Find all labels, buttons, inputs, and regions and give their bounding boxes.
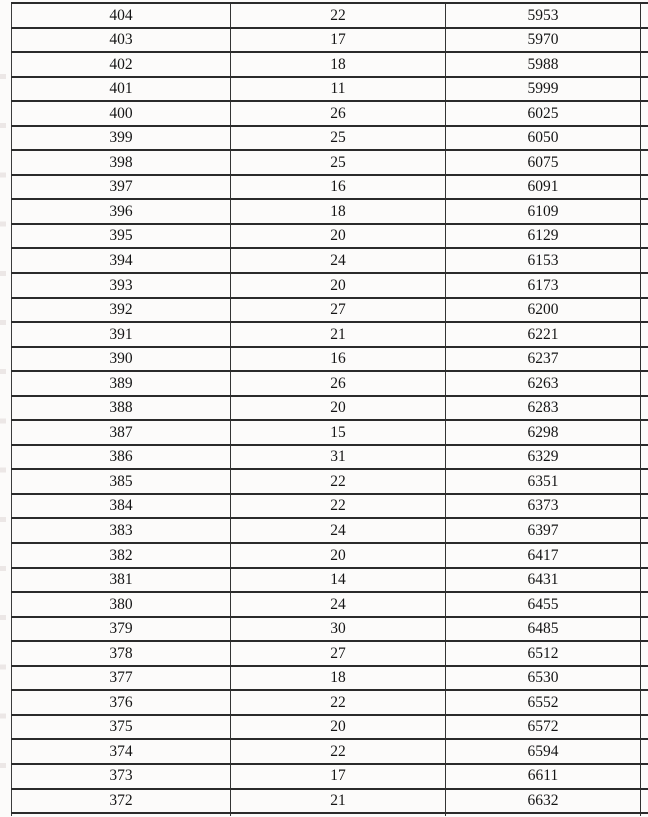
cumulative-cell: 6632 <box>446 789 641 814</box>
partial-cell <box>12 813 231 816</box>
count-cell: 14 <box>231 568 446 593</box>
count-cell: 26 <box>231 101 446 126</box>
count-cell: 15 <box>231 420 446 445</box>
cut-edge-cell <box>641 641 648 666</box>
score-cell: 379 <box>12 617 231 642</box>
cumulative-cell: 6512 <box>446 641 641 666</box>
cut-edge-cell <box>641 813 648 816</box>
count-cell: 27 <box>231 641 446 666</box>
cut-edge-cell <box>641 739 648 764</box>
cumulative-cell: 5999 <box>446 77 641 102</box>
cut-edge-cell <box>641 518 648 543</box>
cut-edge-cell <box>641 273 648 298</box>
cumulative-cell: 5953 <box>446 3 641 28</box>
cut-edge-cell <box>641 126 648 151</box>
count-cell: 31 <box>231 445 446 470</box>
count-cell: 20 <box>231 273 446 298</box>
cut-edge-cell <box>641 543 648 568</box>
table-row <box>12 543 648 568</box>
table-row <box>12 420 648 445</box>
partial-row <box>12 813 648 816</box>
score-distribution-table <box>11 2 648 816</box>
cut-edge-cell <box>641 445 648 470</box>
score-cell: 389 <box>12 371 231 396</box>
partial-cell <box>231 813 446 816</box>
table-row <box>12 666 648 691</box>
cumulative-cell: 6329 <box>446 445 641 470</box>
score-cell: 400 <box>12 101 231 126</box>
score-cell: 382 <box>12 543 231 568</box>
cumulative-cell: 6298 <box>446 420 641 445</box>
table-row <box>12 322 648 347</box>
cumulative-cell: 6530 <box>446 666 641 691</box>
count-cell: 22 <box>231 3 446 28</box>
table-row <box>12 273 648 298</box>
cumulative-cell: 6455 <box>446 592 641 617</box>
table-row <box>12 371 648 396</box>
cut-edge-cell <box>641 175 648 200</box>
table-row <box>12 347 648 372</box>
table-row <box>12 617 648 642</box>
left-margin-scan-marks <box>0 34 6 804</box>
table-row <box>12 199 648 224</box>
cumulative-cell: 6221 <box>446 322 641 347</box>
score-cell: 404 <box>12 3 231 28</box>
partial-cell <box>446 813 641 816</box>
score-cell: 374 <box>12 739 231 764</box>
count-cell: 30 <box>231 617 446 642</box>
score-cell: 385 <box>12 469 231 494</box>
cut-edge-cell <box>641 789 648 814</box>
table-row <box>12 764 648 789</box>
count-cell: 20 <box>231 396 446 421</box>
count-cell: 18 <box>231 666 446 691</box>
score-cell: 393 <box>12 273 231 298</box>
table-row <box>12 101 648 126</box>
cut-edge-cell <box>641 248 648 273</box>
cumulative-cell: 6109 <box>446 199 641 224</box>
count-cell: 25 <box>231 126 446 151</box>
table-row <box>12 3 648 28</box>
cut-edge-cell <box>641 666 648 691</box>
score-cell: 372 <box>12 789 231 814</box>
table-row <box>12 248 648 273</box>
cut-edge-cell <box>641 396 648 421</box>
count-cell: 26 <box>231 371 446 396</box>
table-row <box>12 494 648 519</box>
table-row <box>12 715 648 740</box>
count-cell: 18 <box>231 52 446 77</box>
cumulative-cell: 5970 <box>446 28 641 53</box>
score-cell: 401 <box>12 77 231 102</box>
score-cell: 399 <box>12 126 231 151</box>
count-cell: 21 <box>231 322 446 347</box>
count-cell: 22 <box>231 690 446 715</box>
score-cell: 381 <box>12 568 231 593</box>
count-cell: 24 <box>231 518 446 543</box>
cumulative-cell: 5988 <box>446 52 641 77</box>
count-cell: 24 <box>231 248 446 273</box>
cut-edge-cell <box>641 199 648 224</box>
count-cell: 20 <box>231 224 446 249</box>
cumulative-cell: 6153 <box>446 248 641 273</box>
table-row <box>12 789 648 814</box>
table-row <box>12 224 648 249</box>
score-cell: 377 <box>12 666 231 691</box>
cut-edge-cell <box>641 347 648 372</box>
cut-edge-cell <box>641 690 648 715</box>
table-row <box>12 126 648 151</box>
score-cell: 386 <box>12 445 231 470</box>
cumulative-cell: 6552 <box>446 690 641 715</box>
cut-edge-cell <box>641 77 648 102</box>
score-cell: 375 <box>12 715 231 740</box>
table-row <box>12 52 648 77</box>
score-cell: 397 <box>12 175 231 200</box>
cumulative-cell: 6351 <box>446 469 641 494</box>
cut-edge-cell <box>641 617 648 642</box>
count-cell: 16 <box>231 347 446 372</box>
cut-edge-cell <box>641 568 648 593</box>
cumulative-cell: 6075 <box>446 150 641 175</box>
cumulative-cell: 6397 <box>446 518 641 543</box>
cut-edge-cell <box>641 592 648 617</box>
table-row <box>12 298 648 323</box>
score-cell: 380 <box>12 592 231 617</box>
score-cell: 392 <box>12 298 231 323</box>
cumulative-cell: 6283 <box>446 396 641 421</box>
score-cell: 387 <box>12 420 231 445</box>
cumulative-cell: 6173 <box>446 273 641 298</box>
score-cell: 403 <box>12 28 231 53</box>
count-cell: 16 <box>231 175 446 200</box>
cut-edge-cell <box>641 52 648 77</box>
cumulative-cell: 6263 <box>446 371 641 396</box>
cut-edge-cell <box>641 371 648 396</box>
score-cell: 396 <box>12 199 231 224</box>
cut-edge-cell <box>641 715 648 740</box>
score-cell: 391 <box>12 322 231 347</box>
cut-edge-cell <box>641 298 648 323</box>
count-cell: 22 <box>231 494 446 519</box>
table-row <box>12 518 648 543</box>
count-cell: 20 <box>231 715 446 740</box>
table-row <box>12 592 648 617</box>
table-row <box>12 641 648 666</box>
cumulative-cell: 6200 <box>446 298 641 323</box>
score-cell: 398 <box>12 150 231 175</box>
score-cell: 390 <box>12 347 231 372</box>
cut-edge-cell <box>641 469 648 494</box>
count-cell: 27 <box>231 298 446 323</box>
count-cell: 17 <box>231 28 446 53</box>
cumulative-cell: 6091 <box>446 175 641 200</box>
score-cell: 378 <box>12 641 231 666</box>
count-cell: 18 <box>231 199 446 224</box>
cumulative-cell: 6129 <box>446 224 641 249</box>
cumulative-cell: 6373 <box>446 494 641 519</box>
cumulative-cell: 6485 <box>446 617 641 642</box>
cut-edge-cell <box>641 150 648 175</box>
score-cell: 383 <box>12 518 231 543</box>
cumulative-cell: 6594 <box>446 739 641 764</box>
cumulative-cell: 6050 <box>446 126 641 151</box>
cumulative-cell: 6572 <box>446 715 641 740</box>
cut-edge-cell <box>641 101 648 126</box>
count-cell: 20 <box>231 543 446 568</box>
cumulative-cell: 6417 <box>446 543 641 568</box>
cut-edge-cell <box>641 494 648 519</box>
count-cell: 22 <box>231 469 446 494</box>
cumulative-cell: 6237 <box>446 347 641 372</box>
count-cell: 17 <box>231 764 446 789</box>
score-cell: 376 <box>12 690 231 715</box>
score-cell: 384 <box>12 494 231 519</box>
score-cell: 395 <box>12 224 231 249</box>
cut-edge-cell <box>641 322 648 347</box>
score-cell: 388 <box>12 396 231 421</box>
table-row <box>12 568 648 593</box>
table-row <box>12 690 648 715</box>
cumulative-cell: 6611 <box>446 764 641 789</box>
cumulative-cell: 6431 <box>446 568 641 593</box>
table-row <box>12 175 648 200</box>
table-row <box>12 739 648 764</box>
table-row <box>12 150 648 175</box>
cut-edge-cell <box>641 224 648 249</box>
count-cell: 22 <box>231 739 446 764</box>
cut-edge-cell <box>641 3 648 28</box>
table-row <box>12 28 648 53</box>
count-cell: 25 <box>231 150 446 175</box>
score-cell: 373 <box>12 764 231 789</box>
cumulative-cell: 6025 <box>446 101 641 126</box>
table-row <box>12 396 648 421</box>
count-cell: 21 <box>231 789 446 814</box>
table-row <box>12 469 648 494</box>
score-table-body <box>12 3 648 816</box>
count-cell: 11 <box>231 77 446 102</box>
cut-edge-cell <box>641 420 648 445</box>
score-cell: 402 <box>12 52 231 77</box>
score-cell: 394 <box>12 248 231 273</box>
cut-edge-cell <box>641 764 648 789</box>
table-row <box>12 77 648 102</box>
table-row <box>12 445 648 470</box>
cut-edge-cell <box>641 28 648 53</box>
count-cell: 24 <box>231 592 446 617</box>
